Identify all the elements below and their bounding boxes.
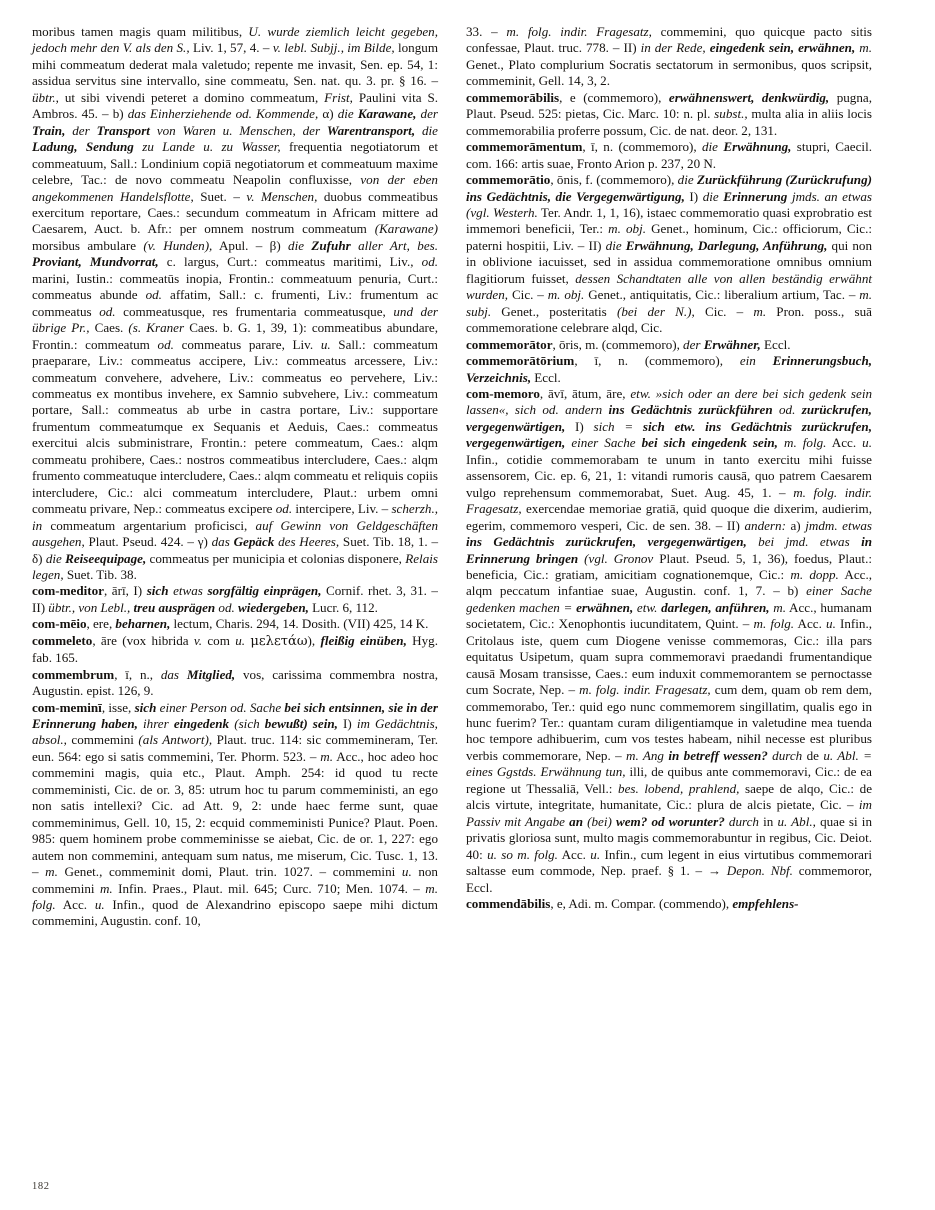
entry-commemoratorium: commemorātōrium, ī, n. (commemoro), ein Erinnerungsbuch, Verzeichnis, Eccl. <box>466 353 872 385</box>
entry-com-memini: com-meminī, isse, sich einer Person od. Sache bei sich entsinnen, sie in der Erinnerung haben, ihrer eingedenk (sich bewußt) sein, I) im Gedächtnis, absol., commemini (als Antwort), Plaut. truc. 114: sic commemineram, Ter. eun. 564: ego si satis commemini, Ter. Phorm. 523. – m. Acc., hoc adeo hoc commemini magis, quia etc., Plaut. Amph. 254: id quod tu recte commeministi, Cic. de or. 3, 85: utrum hoc tu parum commeministi, an ego non satis intellexi? Cic. ad Att. 9, 2: unde haec ferme sunt, quae commeminimus, Gell. 10, 15, 2: ecquid commeministi Punice? Plaut. Poen. 985: quem hominem probe commeminisse se aiebat, Cic. de or. 1, 227: ego autem non commemini, antequam sum natus, me miserum, Cic. Tusc. 1, 13. – m. Genet., commeminit domi, Plaut. trin. 1027. – commemini u. non commemini m. Infin. Praes., Plaut. mil. 645; Curc. 710; Men. 1074. – m. folg. Acc. u. Infin., quod de Alexandrino episcopo saepe mihi dictum commemini, Augustin. conf. 10, <box>32 699 439 929</box>
entry-commemoratio: commemorātio, ōnis, f. (commemoro), die Zurückführung (Zurückrufung) ins Gedächtnis, die Vergegenwärtigung, I) die Erinnerung jmds. an etwas (vgl. Westerh. Ter. Andr. 1, 1, 16), istaec commemoratio quasi exprobratio est immemori beneficii, Ter.: m. obj. Genet., hominum, Cic.: officiorum, Cic.: paterni hospitii, Liv. – II) die Erwähnung, Darlegung, Anführung, qui non in oblivione iacuisset, sed in assidua commemoratione omnibus omnium flagitiorum fuisset, dessen Schandtaten alle von allen beständig erwähnt wurden, Cic. – m. obj. Genet., antiquitatis, Cic.: liberalium artium, Tac. – m. subj. Genet., posteritatis (bei der N.), Cic. – m. Pron. poss., suā commemoratione celebrare alqd, Cic. <box>466 172 873 336</box>
page-number: 182 <box>32 1181 50 1192</box>
entry-commeatus-continued: moribus tamen magis quam militibus, U. wurde ziemlich leicht gegeben, jedoch mehr den V. als den S., Liv. 1, 57, 4. – v. lebl. Subjj., im Bilde, longum mihi commeatum dederat mala valetudo; repente me invasit, Sen. ep. 54, 1: assidua servitus sine intervallo, sine commeatu, Sen. nat. qu. 3. pr. § 16. – übtr., ut sibi vivendi peteret a domino commeatum, Frist, Paulini vita S. Ambros. 45. – b) das Einherziehende od. Kommende, α) die Karawane, der Train, der Transport von Waren u. Menschen, der Warentransport, die Ladung, Sendung zu Lande u. zu Wasser, frequentia negotiatorum et commeatuum, Sall.: Londinium copiā negotiatorum et commeatuum maxime celebre, Tac.: de novo commeatu Neapolin confluxisse, von der eben angekommenen Handelsflotte, Suet. – v. Menschen, duobus commeatibus exercitum reportare, Caes.: secundum commeatum in Africam mittere ad Caesarem, Auct. b. Afr.: per omnem nostrum commeatum (Karawane) morsibus ambulare (v. Hunden), Apul. – β) die Zufuhr aller Art, bes. Proviant, Mundvorrat, c. largus, Curt.: commeatus maritimi, Liv., od. marini, Iustin.: commeatūs inopia, Frontin.: commeatuum penuria, Curt.: commeatus abunde od. affatim, Sall.: c. frumenti, Liv.: frumentum ac commeatus od. commeatusque, res frumentaria commeatusque, und der übrige Pr., Caes. (s. Kraner Caes. b. G. 1, 39, 1): commeatibus abundare, Frontin.: commeatum od. commeatus parare, Liv. u. Sall.: commeatum praeparare, Liv.: commeatus accipere, Liv.: commeatus arcessere, Liv.: commeatum convehere, advehere, Liv.: commeatus eo pervehere, Liv.: commeatus ex montibus invehere, ex Samnio subvehere, Liv.: commeatum portare, Sall.: commeatus ab urbe in castra portare, Liv.: supportare frumentum commeatumque ex Sequanis et Aeduis, Caes.: commeatus exercitui alcis subministrare, Frontin.: petere commeatum, Caes.: alqm commeatu prohibere, Caes.: nostros commeatibus intercludere, Caes.: alqm frumento commeatuque intercludere, Caes.: alqm commeatu et reliquis copiis intercludere, Cic.: alci commeatum intercludere, Plaut.: urbem omni commeatu privare, Nep.: commeatus excipere od. intercipere, Liv. – scherzh., in commeatum argentarium proficisci, auf Gewinn von Geldgeschäften ausgehen, Plaut. Pseud. 424. – γ) das Gepäck des Heeres, Suet. Tib. 18, 1. – δ) die Reiseequipage, commeatus per municipia et colonias disponere, Relais legen, Suet. Tib. 38. <box>32 24 439 582</box>
left-column <box>32 24 438 930</box>
page-columns <box>32 24 883 930</box>
entry-commemorator: commemorātor, ōris, m. (commemoro), der Erwähner, Eccl. <box>466 336 791 352</box>
entry-com-meio: com-mēio, ere, beharnen, lectum, Charis. 294, 14. Dosith. (VII) 425, 14 K. <box>32 616 429 632</box>
entry-commendabilis: commendābilis, e, Adi. m. Compar. (commendo), empfehlens- <box>466 896 799 912</box>
entry-commemoramentum: commemorāmentum, ī, n. (commemoro), die Erwähnung, stupri, Caecil. com. 166: artis suae, Fronto Arion p. 237, 20 N. <box>466 139 872 171</box>
entry-commemorabilis: commemorābilis, e (commemoro), erwähnenswert, denkwürdig, pugna, Plaut. Pseud. 525: pietas, Cic. Marc. 10: n. pl. subst., multa alia in aliis locis commemorabilia proferre possum, Cic. de nat. deor. 2, 131. <box>466 89 872 138</box>
entry-com-memoro: com-memoro, āvī, ātum, āre, etw. »sich oder an dere bei sich gedenk sein lassen«, sich od. andern ins Gedächtnis zurückführen od. zurückrufen, vergegenwärtigen, I) sich = sich etw. ins Gedächtnis zurückrufen, vergegenwärtigen, einer Sache bei sich eingedenk sein, m. folg. Acc. u. Infin., cotidie commemorabam te unum in tanto exercitu mihi fuisse assensorem, Cic. ep. 6, 21, 1: vitandi rumoris causā, quo patrem Caesarem vulgo reprehensum commemorabat, Suet. Aug. 45, 1. – m. folg. indir. Fragesatz, exercendae memoriae gratiā, quid quoque die dixerim, audierim, egerim, commemoro vesperi, Cic. de sen. 38. – II) andern: a) jmdm. etwas ins Gedächtnis zurückrufen, vergegenwärtigen, bei jmd. etwas in Erinnerung bringen (vgl. Gronov Plaut. Pseud. 5, 1, 36), foedus, Plaut.: beneficia, Cic.: gratiam, amicitiam cognationemque, Cic.: m. dopp. Acc., alqm peccatum infantiae suae, Augustin. conf. 1, 7. – b) einer Sache gedenken machen = erwähnen, etw. darlegen, anführen, m. Acc., humanam societatem, Cic.: Xenophontis iucunditatem, Quint. – m. folg. Acc. u. Infin., Critolaus iste, quem cum Diogene venisse commemoras, Cic.: illa pars equitatus Usipetum, quam supra commemoravi praedandi frumentandique causā Mosam transisse, Caes.: eum induxit commemorantem se pernoctasse cum Socrate, Nep. – m. folg. indir. Fragesatz, cum dem, quam ob rem dem, commemorabo, Ter.: quid ego nunc commemorem singillatim, qualis ego in hunc fuerim? Ter.: quantam curam diligentiamque in valetudine mea tuenda hoc tempore adhibuerim, cum vos testes habeam, nihil necesse est pluribus verbis commemorare, Nep. – m. Ang in betreff wessen? durch de u. Abl. = eines Ggstds. Erwähnung tun, illi, de quibus ante commemoravi, Cic.: de ea regione ut Thessaliā, Vell.: bes. lobend, prahlend, saepe de alqo, Cic.: de alcis virtute, integritate, humanitate, Cic.: plura de alcis pietate, Cic. – im Passiv mit Angabe an (bei) wem? od worunter? durch in u. Abl., quae si in privatis gloriosa sunt, multo magis commemorabuntur in regibus, Cic. Deiot. 40: u. so m. folg. Acc. u. Infin., cum legent in eius virtutibus commemorari saltasse eum commode, Nep. praef. § 1. – → Depon. Nbf. commemoror, Eccl. <box>466 385 873 895</box>
entry-com-meditor: com-meditor, ārī, I) sich etwas sorgfältig einprägen, Cornif. rhet. 3, 31. – II) übtr., von Lebl., treu ausprägen od. wiedergeben, Lucr. 6, 112. <box>32 583 438 615</box>
entry-commembrum: commembrum, ī, n., das Mitglied, vos, carissima commembra nostra, Augustin. epist. 126, 9. <box>32 666 438 699</box>
entry-com-memini-continued: 33. – m. folg. indir. Fragesatz, commemini, quo quicque pacto sitis confessae, Plaut. truc. 778. – II) in der Rede, eingedenk sein, erwähnen, m. Genet., Plato complurium Socratis sectatorum in sermonibus, quos scripsit, commeminit, Gell. 14, 3, 2. <box>466 24 873 89</box>
right-column <box>466 24 872 912</box>
entry-commeleto: commeleto, āre (vox hibrida v. com u. μελετάω), fleißig einüben, Hyg. fab. 165. <box>32 632 439 666</box>
